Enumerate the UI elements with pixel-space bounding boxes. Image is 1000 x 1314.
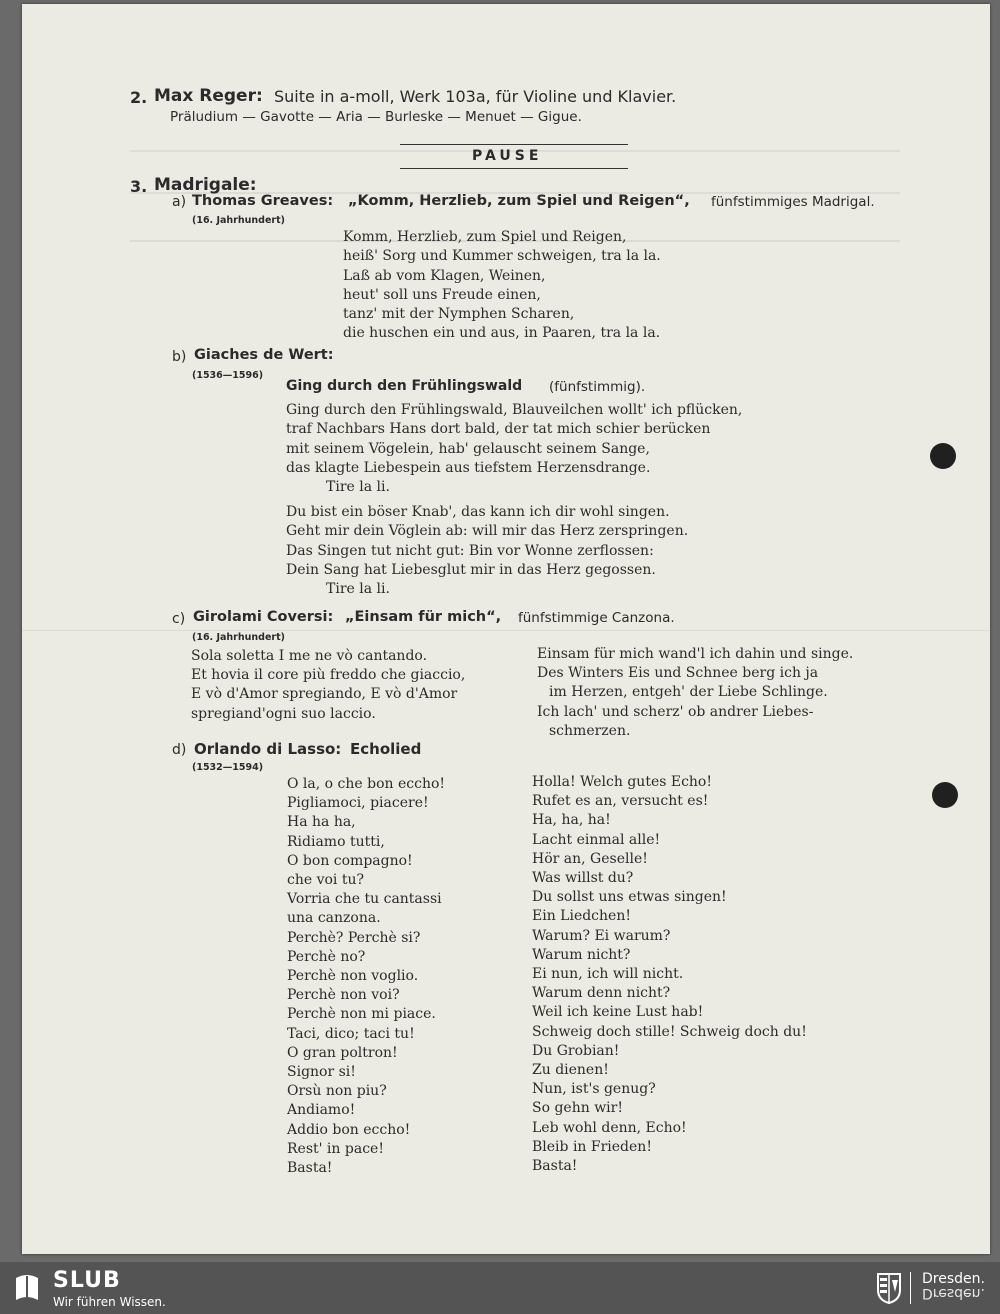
lyric-line: Taci, dico; taci tu! xyxy=(287,1025,415,1042)
lyric-line: Zu dienen! xyxy=(532,1062,609,1079)
lyric-line: E vò d'Amor spregiando, E vò d'Amor xyxy=(191,686,458,703)
madrigal-c-era: (16. Jahrhundert) xyxy=(192,632,285,643)
item-2-composer: Max Reger: xyxy=(154,86,263,106)
lyric-line: tanz' mit der Nymphen Scharen, xyxy=(343,306,575,323)
lyric-line: schmerzen. xyxy=(549,722,631,739)
lyric-line: Perchè no? xyxy=(287,948,366,965)
lyric-line: Ridiamo tutti, xyxy=(287,833,385,850)
lyric-line: Komm, Herzlieb, zum Spiel und Reigen, xyxy=(343,229,627,245)
lyric-line: Du bist ein böser Knab', das kann ich dir wohl singen. xyxy=(286,504,670,520)
lyric-line: O bon compagno! xyxy=(287,852,413,869)
lyric-line: Addio bon eccho! xyxy=(287,1121,411,1138)
item-2-number: 2. xyxy=(130,88,148,107)
lyric-line: Lacht einmal alle! xyxy=(532,831,661,848)
lyric-line: Was willst du? xyxy=(532,870,634,887)
madrigal-a-lyrics xyxy=(343,228,661,344)
lyric-line: Basta! xyxy=(287,1160,333,1177)
lyric-line: Bleib in Frieden! xyxy=(532,1138,652,1155)
footer-city-label: Dresden. xyxy=(922,1271,985,1287)
footer-divider xyxy=(910,1272,911,1304)
lyric-line: Einsam für mich wand'l ich dahin und singe. xyxy=(537,646,854,662)
lyric-line: Perchè non voi? xyxy=(287,987,400,1004)
lyric-line: Ei nun, ich will nicht. xyxy=(532,966,684,983)
madrigal-d-german xyxy=(532,773,807,1176)
lyric-line: Ha ha ha, xyxy=(287,814,356,831)
madrigal-b-composer: Giaches de Wert: xyxy=(194,347,334,363)
punch-hole-bottom xyxy=(932,782,958,808)
madrigal-d-title: Echolied xyxy=(350,740,422,758)
lyric-line: Laß ab vom Klagen, Weinen, xyxy=(343,267,546,284)
lyric-line: Et hovia il core più freddo che giaccio, xyxy=(191,667,466,684)
lyric-line: Weil ich keine Lust hab! xyxy=(532,1004,704,1021)
lyric-line: Sola soletta I me ne vò cantando. xyxy=(191,648,428,664)
lyric-line: Basta! xyxy=(532,1158,578,1175)
refrain-line: Tire la li. xyxy=(326,581,390,598)
item-3-heading: Madrigale: xyxy=(154,175,257,195)
lyric-line: Geht mir dein Vöglein ab: will mir das Herz zerspringen. xyxy=(286,523,689,540)
lyric-line: Perchè non voglio. xyxy=(287,968,419,985)
footer-brand: SLUB xyxy=(53,1268,121,1293)
madrigal-d-letter: d) xyxy=(172,742,187,758)
madrigal-a-letter: a) xyxy=(172,194,187,210)
lyric-line: Ich lach' und scherz' ob andrer Liebes- xyxy=(537,703,814,720)
madrigal-c-german xyxy=(537,645,853,741)
item-2-title: Suite in a-moll, Werk 103a, für Violine und Klavier. xyxy=(274,87,677,106)
madrigal-c-italian xyxy=(191,647,465,724)
slub-logo-icon xyxy=(12,1272,42,1304)
lyric-line: Ein Liedchen! xyxy=(532,908,631,925)
lyric-line: Vorria che tu cantassi xyxy=(287,891,442,908)
lyric-line: Perchè non mi piace. xyxy=(287,1006,436,1023)
pause-heading: PAUSE xyxy=(472,148,543,164)
lyric-line: O la, o che bon eccho! xyxy=(287,776,446,792)
lyric-line: Das Singen tut nicht gut: Bin vor Wonne zerflossen: xyxy=(286,542,654,559)
lyric-line: Orsù non piu? xyxy=(287,1083,387,1100)
madrigal-d-era: (1532—1594) xyxy=(192,762,264,773)
pause-rule-top xyxy=(400,144,628,145)
lyric-line: Dein Sang hat Liebesglut mir in das Herz gegossen. xyxy=(286,561,656,578)
lyric-line: Pigliamoci, piacere! xyxy=(287,795,429,812)
lyric-line: mit seinem Vögelein, hab' gelauscht seinem Sange, xyxy=(286,440,650,457)
madrigal-b-title: Ging durch den Frühlingswald xyxy=(286,378,523,394)
lyric-line: traf Nachbars Hans dort bald, der tat mich schier berücken xyxy=(286,421,711,438)
lyric-line: heiß' Sorg und Kummer schweigen, tra la la. xyxy=(343,248,661,265)
madrigal-a-desc: fünfstimmiges Madrigal. xyxy=(711,194,875,210)
lyric-line: Holla! Welch gutes Echo! xyxy=(532,774,712,790)
lyric-line: Hör an, Geselle! xyxy=(532,850,648,867)
punch-hole-top xyxy=(930,443,956,469)
madrigal-c-title: „Einsam für mich“, xyxy=(345,609,502,625)
lyric-line: Rufet es an, versucht es! xyxy=(532,793,709,810)
lyric-line: Schweig doch stille! Schweig doch du! xyxy=(532,1023,807,1040)
madrigal-b-stanza-2 xyxy=(286,503,688,599)
lyric-line: das klagte Liebespein aus tiefstem Herzensdrange. xyxy=(286,459,651,476)
item-3-number: 3. xyxy=(130,177,148,196)
lyric-line: Ging durch den Frühlingswald, Blauveilchen wollt' ich pflücken, xyxy=(286,402,743,418)
lyric-line: che voi tu? xyxy=(287,872,365,889)
footer-city-reflection: Dresden. xyxy=(922,1285,985,1301)
madrigal-c-letter: c) xyxy=(172,611,186,627)
lyric-line: Du sollst uns etwas singen! xyxy=(532,889,727,906)
madrigal-b-stanza-1 xyxy=(286,401,742,497)
lyric-line: Nun, ist's genug? xyxy=(532,1081,656,1098)
footer-city xyxy=(922,1272,985,1300)
lyric-line: Andiamo! xyxy=(287,1102,356,1119)
lyric-line: die huschen ein und aus, in Paaren, tra la la. xyxy=(343,325,661,342)
lyric-line: Rest' in pace! xyxy=(287,1140,384,1157)
dresden-crest-icon xyxy=(876,1272,902,1304)
lyric-line: O gran poltron! xyxy=(287,1044,398,1061)
page-fold xyxy=(22,630,990,631)
madrigal-c-composer: Girolami Coversi: xyxy=(193,609,334,625)
madrigal-c-desc: fünfstimmige Canzona. xyxy=(518,610,675,626)
refrain-line: Tire la li. xyxy=(326,479,390,496)
lyric-line: Warum denn nicht? xyxy=(532,985,671,1002)
lyric-line: spregiand'ogni suo laccio. xyxy=(191,705,376,722)
lyric-line: Warum? Ei warum? xyxy=(532,927,671,944)
lyric-line: Warum nicht? xyxy=(532,946,631,963)
footer-bar xyxy=(0,1262,1000,1314)
pause-rule-bottom xyxy=(400,168,628,169)
item-2-movements: Präludium — Gavotte — Aria — Burleske — Menuet — Gigue. xyxy=(170,109,582,125)
lyric-line: una canzona. xyxy=(287,910,381,927)
madrigal-b-letter: b) xyxy=(172,349,187,365)
madrigal-a-title: „Komm, Herzlieb, zum Spiel und Reigen“, xyxy=(348,193,690,209)
lyric-line: Du Grobian! xyxy=(532,1042,620,1059)
madrigal-a-era: (16. Jahrhundert) xyxy=(192,215,285,226)
madrigal-a-composer: Thomas Greaves: xyxy=(192,193,334,209)
footer-tagline: Wir führen Wissen. xyxy=(53,1295,166,1309)
lyric-line: heut' soll uns Freude einen, xyxy=(343,286,541,303)
lyric-line: Perchè? Perchè si? xyxy=(287,929,421,946)
lyric-line: im Herzen, entgeh' der Liebe Schlinge. xyxy=(549,684,828,701)
madrigal-d-composer: Orlando di Lasso: xyxy=(194,740,342,758)
lyric-line: So gehn wir! xyxy=(532,1100,623,1117)
lyric-line: Leb wohl denn, Echo! xyxy=(532,1119,687,1136)
madrigal-b-era: (1536—1596) xyxy=(192,370,264,381)
lyric-line: Signor si! xyxy=(287,1064,356,1081)
lyric-line: Des Winters Eis und Schnee berg ich ja xyxy=(537,665,819,682)
madrigal-d-italian xyxy=(287,775,445,1178)
madrigal-b-desc: (fünfstimmig). xyxy=(549,379,646,395)
lyric-line: Ha, ha, ha! xyxy=(532,812,611,829)
